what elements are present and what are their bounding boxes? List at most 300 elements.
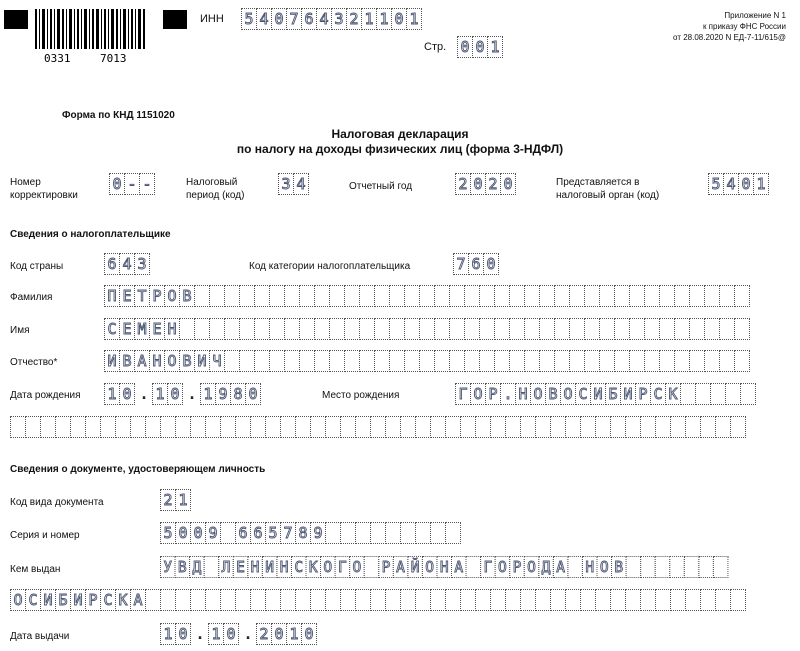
char-cell[interactable] (430, 522, 446, 544)
char-cell[interactable]: 1 (152, 383, 168, 405)
char-cell[interactable] (340, 589, 356, 611)
birthplace-field[interactable] (455, 383, 756, 405)
char-cell[interactable] (475, 416, 491, 438)
char-cell[interactable] (295, 589, 311, 611)
char-cell[interactable]: Р (149, 285, 165, 307)
char-cell[interactable]: 3 (331, 8, 347, 30)
char-cell[interactable] (209, 318, 225, 340)
char-cell[interactable] (220, 589, 236, 611)
char-cell[interactable] (400, 589, 416, 611)
char-cell[interactable] (160, 589, 176, 611)
char-cell[interactable] (205, 589, 221, 611)
char-cell[interactable] (640, 416, 656, 438)
char-cell[interactable] (725, 383, 741, 405)
char-cell[interactable] (689, 318, 705, 340)
char-cell[interactable] (204, 556, 220, 578)
char-cell[interactable]: Л (218, 556, 234, 578)
char-cell[interactable] (479, 285, 495, 307)
char-cell[interactable] (370, 589, 386, 611)
char-cell[interactable] (404, 318, 420, 340)
char-cell[interactable]: 0 (457, 36, 473, 58)
char-cell[interactable] (325, 589, 341, 611)
char-cell[interactable] (449, 318, 465, 340)
char-cell[interactable] (415, 522, 431, 544)
char-cell[interactable]: 0 (472, 36, 488, 58)
char-cell[interactable] (160, 416, 176, 438)
char-cell[interactable] (130, 416, 146, 438)
char-cell[interactable] (505, 589, 521, 611)
char-cell[interactable] (629, 285, 645, 307)
char-cell[interactable]: 7 (280, 522, 296, 544)
char-cell[interactable]: Д (189, 556, 205, 578)
char-cell[interactable]: Ч (209, 350, 225, 372)
char-cell[interactable] (567, 556, 583, 578)
char-cell[interactable] (524, 285, 540, 307)
char-cell[interactable]: - (139, 173, 155, 195)
birthplace-field-continued[interactable] (10, 416, 746, 438)
char-cell[interactable]: 3 (134, 253, 150, 275)
char-cell[interactable] (719, 285, 735, 307)
char-cell[interactable]: Й (407, 556, 423, 578)
char-cell[interactable] (359, 350, 375, 372)
char-cell[interactable] (355, 416, 371, 438)
char-cell[interactable]: Н (247, 556, 263, 578)
char-cell[interactable]: С (291, 556, 307, 578)
country-field[interactable] (104, 253, 150, 275)
char-cell[interactable] (400, 522, 416, 544)
char-cell[interactable]: Р (378, 556, 394, 578)
char-cell[interactable] (599, 285, 615, 307)
char-cell[interactable] (674, 318, 690, 340)
char-cell[interactable]: Е (149, 318, 165, 340)
char-cell[interactable] (550, 416, 566, 438)
char-cell[interactable]: 0 (271, 623, 287, 645)
char-cell[interactable] (490, 416, 506, 438)
char-cell[interactable] (713, 556, 729, 578)
char-cell[interactable] (55, 416, 71, 438)
char-cell[interactable] (490, 589, 506, 611)
char-cell[interactable] (479, 318, 495, 340)
char-cell[interactable] (614, 318, 630, 340)
char-cell[interactable] (299, 350, 315, 372)
char-cell[interactable]: 0 (500, 173, 516, 195)
char-cell[interactable] (535, 416, 551, 438)
char-cell[interactable] (445, 416, 461, 438)
char-cell[interactable] (314, 285, 330, 307)
char-cell[interactable] (314, 318, 330, 340)
char-cell[interactable]: Н (164, 318, 180, 340)
char-cell[interactable] (385, 589, 401, 611)
char-cell[interactable] (389, 350, 405, 372)
char-cell[interactable]: В (175, 556, 191, 578)
char-cell[interactable] (419, 318, 435, 340)
char-cell[interactable] (434, 318, 450, 340)
char-cell[interactable] (370, 416, 386, 438)
char-cell[interactable] (674, 285, 690, 307)
char-cell[interactable] (10, 416, 26, 438)
char-cell[interactable]: - (124, 173, 140, 195)
char-cell[interactable] (740, 383, 756, 405)
char-cell[interactable] (430, 589, 446, 611)
char-cell[interactable] (644, 318, 660, 340)
char-cell[interactable] (400, 416, 416, 438)
char-cell[interactable] (625, 589, 641, 611)
char-cell[interactable] (700, 589, 716, 611)
char-cell[interactable]: 5 (241, 8, 257, 30)
char-cell[interactable] (520, 589, 536, 611)
char-cell[interactable] (194, 318, 210, 340)
char-cell[interactable] (239, 318, 255, 340)
char-cell[interactable] (374, 285, 390, 307)
char-cell[interactable]: 4 (293, 173, 309, 195)
char-cell[interactable]: О (495, 556, 511, 578)
char-cell[interactable]: С (100, 589, 116, 611)
char-cell[interactable] (565, 416, 581, 438)
char-cell[interactable]: 1 (175, 489, 191, 511)
char-cell[interactable]: 0 (119, 383, 135, 405)
issue-year-field[interactable] (256, 623, 317, 645)
char-cell[interactable] (554, 318, 570, 340)
char-cell[interactable]: С (25, 589, 41, 611)
char-cell[interactable]: 0 (245, 383, 261, 405)
char-cell[interactable]: Р (85, 589, 101, 611)
char-cell[interactable]: Б (605, 383, 621, 405)
char-cell[interactable]: 0 (271, 8, 287, 30)
char-cell[interactable] (355, 522, 371, 544)
char-cell[interactable] (434, 285, 450, 307)
char-cell[interactable] (175, 416, 191, 438)
char-cell[interactable]: 0 (391, 8, 407, 30)
char-cell[interactable] (565, 589, 581, 611)
char-cell[interactable]: М (134, 318, 150, 340)
char-cell[interactable]: 9 (310, 522, 326, 544)
char-cell[interactable] (235, 416, 251, 438)
char-cell[interactable] (629, 350, 645, 372)
char-cell[interactable]: 1 (376, 8, 392, 30)
char-cell[interactable] (674, 350, 690, 372)
char-cell[interactable] (340, 522, 356, 544)
char-cell[interactable]: И (40, 589, 56, 611)
char-cell[interactable]: О (560, 383, 576, 405)
char-cell[interactable]: 2 (160, 489, 176, 511)
char-cell[interactable] (449, 285, 465, 307)
char-cell[interactable] (505, 416, 521, 438)
page-field[interactable] (457, 36, 503, 58)
char-cell[interactable] (250, 589, 266, 611)
char-cell[interactable]: Н (276, 556, 292, 578)
char-cell[interactable] (659, 285, 675, 307)
char-cell[interactable] (535, 589, 551, 611)
char-cell[interactable]: 1 (406, 8, 422, 30)
char-cell[interactable] (415, 589, 431, 611)
char-cell[interactable] (569, 350, 585, 372)
char-cell[interactable]: В (179, 350, 195, 372)
char-cell[interactable]: И (262, 556, 278, 578)
char-cell[interactable] (698, 556, 714, 578)
char-cell[interactable]: Т (134, 285, 150, 307)
char-cell[interactable]: А (451, 556, 467, 578)
char-cell[interactable]: 2 (455, 173, 471, 195)
char-cell[interactable]: 1 (160, 623, 176, 645)
char-cell[interactable]: 5 (708, 173, 724, 195)
char-cell[interactable]: 5 (160, 522, 176, 544)
char-cell[interactable]: В (611, 556, 627, 578)
name-field[interactable] (104, 318, 750, 340)
char-cell[interactable]: Н (436, 556, 452, 578)
char-cell[interactable] (730, 416, 746, 438)
char-cell[interactable]: О (530, 383, 546, 405)
char-cell[interactable] (265, 416, 281, 438)
char-cell[interactable] (614, 350, 630, 372)
char-cell[interactable]: О (524, 556, 540, 578)
char-cell[interactable] (584, 318, 600, 340)
char-cell[interactable] (710, 383, 726, 405)
char-cell[interactable]: Б (55, 589, 71, 611)
char-cell[interactable]: 0 (109, 173, 125, 195)
char-cell[interactable] (719, 318, 735, 340)
char-cell[interactable] (494, 350, 510, 372)
char-cell[interactable] (569, 285, 585, 307)
char-cell[interactable] (464, 350, 480, 372)
birth-year-field[interactable] (200, 383, 261, 405)
char-cell[interactable]: 6 (468, 253, 484, 275)
char-cell[interactable] (389, 285, 405, 307)
char-cell[interactable] (449, 350, 465, 372)
char-cell[interactable] (224, 285, 240, 307)
char-cell[interactable]: И (194, 350, 210, 372)
char-cell[interactable] (479, 350, 495, 372)
char-cell[interactable]: О (164, 350, 180, 372)
char-cell[interactable] (539, 350, 555, 372)
char-cell[interactable] (179, 318, 195, 340)
char-cell[interactable] (389, 318, 405, 340)
char-cell[interactable] (284, 285, 300, 307)
char-cell[interactable]: К (306, 556, 322, 578)
char-cell[interactable] (370, 522, 386, 544)
char-cell[interactable]: И (590, 383, 606, 405)
char-cell[interactable] (280, 589, 296, 611)
char-cell[interactable] (364, 556, 380, 578)
char-cell[interactable]: 6 (250, 522, 266, 544)
char-cell[interactable]: А (130, 589, 146, 611)
char-cell[interactable] (329, 318, 345, 340)
char-cell[interactable] (280, 416, 296, 438)
char-cell[interactable]: 0 (190, 522, 206, 544)
char-cell[interactable] (100, 416, 116, 438)
char-cell[interactable]: 9 (205, 522, 221, 544)
char-cell[interactable]: В (119, 350, 135, 372)
char-cell[interactable] (40, 416, 56, 438)
char-cell[interactable]: Р (635, 383, 651, 405)
char-cell[interactable] (659, 318, 675, 340)
char-cell[interactable]: 4 (256, 8, 272, 30)
patronymic-field[interactable] (104, 350, 750, 372)
char-cell[interactable]: 4 (119, 253, 135, 275)
char-cell[interactable] (209, 285, 225, 307)
char-cell[interactable] (524, 350, 540, 372)
char-cell[interactable] (205, 416, 221, 438)
char-cell[interactable]: 5 (265, 522, 281, 544)
char-cell[interactable] (554, 285, 570, 307)
char-cell[interactable]: О (597, 556, 613, 578)
char-cell[interactable] (685, 416, 701, 438)
char-cell[interactable] (344, 350, 360, 372)
char-cell[interactable]: О (10, 589, 26, 611)
char-cell[interactable] (655, 556, 671, 578)
char-cell[interactable]: Д (538, 556, 554, 578)
char-cell[interactable] (704, 285, 720, 307)
char-cell[interactable] (464, 318, 480, 340)
char-cell[interactable] (640, 589, 656, 611)
char-cell[interactable] (194, 285, 210, 307)
char-cell[interactable]: Е (233, 556, 249, 578)
char-cell[interactable]: 8 (295, 522, 311, 544)
char-cell[interactable] (704, 318, 720, 340)
char-cell[interactable] (359, 318, 375, 340)
series-field[interactable] (160, 522, 461, 544)
char-cell[interactable]: Н (582, 556, 598, 578)
char-cell[interactable]: 9 (215, 383, 231, 405)
char-cell[interactable] (715, 416, 731, 438)
char-cell[interactable] (329, 350, 345, 372)
char-cell[interactable] (680, 383, 696, 405)
char-cell[interactable] (254, 318, 270, 340)
char-cell[interactable] (509, 318, 525, 340)
char-cell[interactable] (175, 589, 191, 611)
char-cell[interactable]: Р (509, 556, 525, 578)
char-cell[interactable] (509, 285, 525, 307)
char-cell[interactable] (310, 589, 326, 611)
char-cell[interactable] (626, 556, 642, 578)
char-cell[interactable] (715, 589, 731, 611)
char-cell[interactable] (284, 350, 300, 372)
char-cell[interactable]: О (164, 285, 180, 307)
inn-field[interactable] (241, 8, 422, 30)
issue-month-field[interactable] (208, 623, 239, 645)
char-cell[interactable] (404, 285, 420, 307)
char-cell[interactable] (344, 285, 360, 307)
char-cell[interactable] (704, 350, 720, 372)
char-cell[interactable] (734, 350, 750, 372)
char-cell[interactable] (235, 589, 251, 611)
char-cell[interactable] (595, 416, 611, 438)
char-cell[interactable]: А (393, 556, 409, 578)
char-cell[interactable] (445, 589, 461, 611)
char-cell[interactable]: 0 (175, 522, 191, 544)
authority-field[interactable] (708, 173, 769, 195)
char-cell[interactable]: О (349, 556, 365, 578)
char-cell[interactable]: 0 (223, 623, 239, 645)
issued-by-field-continued[interactable] (10, 589, 746, 611)
char-cell[interactable]: Е (119, 318, 135, 340)
char-cell[interactable] (145, 589, 161, 611)
char-cell[interactable]: У (160, 556, 176, 578)
char-cell[interactable] (239, 350, 255, 372)
char-cell[interactable]: 4 (316, 8, 332, 30)
char-cell[interactable] (254, 350, 270, 372)
char-cell[interactable]: 0 (301, 623, 317, 645)
char-cell[interactable] (466, 556, 482, 578)
char-cell[interactable] (250, 416, 266, 438)
char-cell[interactable] (419, 285, 435, 307)
char-cell[interactable] (269, 318, 285, 340)
char-cell[interactable]: 1 (104, 383, 120, 405)
char-cell[interactable] (595, 589, 611, 611)
char-cell[interactable] (460, 416, 476, 438)
char-cell[interactable] (314, 350, 330, 372)
char-cell[interactable] (145, 416, 161, 438)
char-cell[interactable] (610, 416, 626, 438)
char-cell[interactable]: 6 (301, 8, 317, 30)
char-cell[interactable]: Г (480, 556, 496, 578)
birth-month-field[interactable] (152, 383, 183, 405)
char-cell[interactable] (385, 416, 401, 438)
char-cell[interactable]: И (620, 383, 636, 405)
char-cell[interactable]: С (575, 383, 591, 405)
char-cell[interactable]: Е (119, 285, 135, 307)
char-cell[interactable]: А (553, 556, 569, 578)
category-field[interactable] (453, 253, 499, 275)
char-cell[interactable] (524, 318, 540, 340)
char-cell[interactable] (599, 318, 615, 340)
char-cell[interactable]: 2 (256, 623, 272, 645)
char-cell[interactable]: В (179, 285, 195, 307)
char-cell[interactable] (554, 350, 570, 372)
char-cell[interactable] (265, 589, 281, 611)
char-cell[interactable] (430, 416, 446, 438)
char-cell[interactable]: С (650, 383, 666, 405)
surname-field[interactable] (104, 285, 750, 307)
char-cell[interactable] (599, 350, 615, 372)
char-cell[interactable] (494, 285, 510, 307)
char-cell[interactable] (684, 556, 700, 578)
char-cell[interactable] (299, 318, 315, 340)
char-cell[interactable]: 3 (278, 173, 294, 195)
year-field[interactable] (455, 173, 516, 195)
char-cell[interactable] (550, 589, 566, 611)
char-cell[interactable] (640, 556, 656, 578)
correction-field[interactable] (109, 173, 155, 195)
char-cell[interactable]: О (320, 556, 336, 578)
char-cell[interactable]: 1 (361, 8, 377, 30)
char-cell[interactable] (254, 285, 270, 307)
char-cell[interactable] (730, 589, 746, 611)
char-cell[interactable] (115, 416, 131, 438)
char-cell[interactable] (340, 416, 356, 438)
char-cell[interactable] (610, 589, 626, 611)
char-cell[interactable] (70, 416, 86, 438)
char-cell[interactable] (659, 350, 675, 372)
issue-day-field[interactable] (160, 623, 191, 645)
char-cell[interactable] (584, 285, 600, 307)
char-cell[interactable] (404, 350, 420, 372)
char-cell[interactable]: 8 (230, 383, 246, 405)
char-cell[interactable] (644, 350, 660, 372)
char-cell[interactable] (580, 589, 596, 611)
char-cell[interactable] (269, 285, 285, 307)
doc-type-field[interactable] (160, 489, 191, 511)
char-cell[interactable]: 4 (723, 173, 739, 195)
char-cell[interactable]: 1 (487, 36, 503, 58)
char-cell[interactable] (299, 285, 315, 307)
char-cell[interactable] (220, 416, 236, 438)
char-cell[interactable]: Г (335, 556, 351, 578)
char-cell[interactable]: 0 (175, 623, 191, 645)
char-cell[interactable]: 7 (286, 8, 302, 30)
char-cell[interactable] (434, 350, 450, 372)
char-cell[interactable] (190, 589, 206, 611)
char-cell[interactable] (584, 350, 600, 372)
